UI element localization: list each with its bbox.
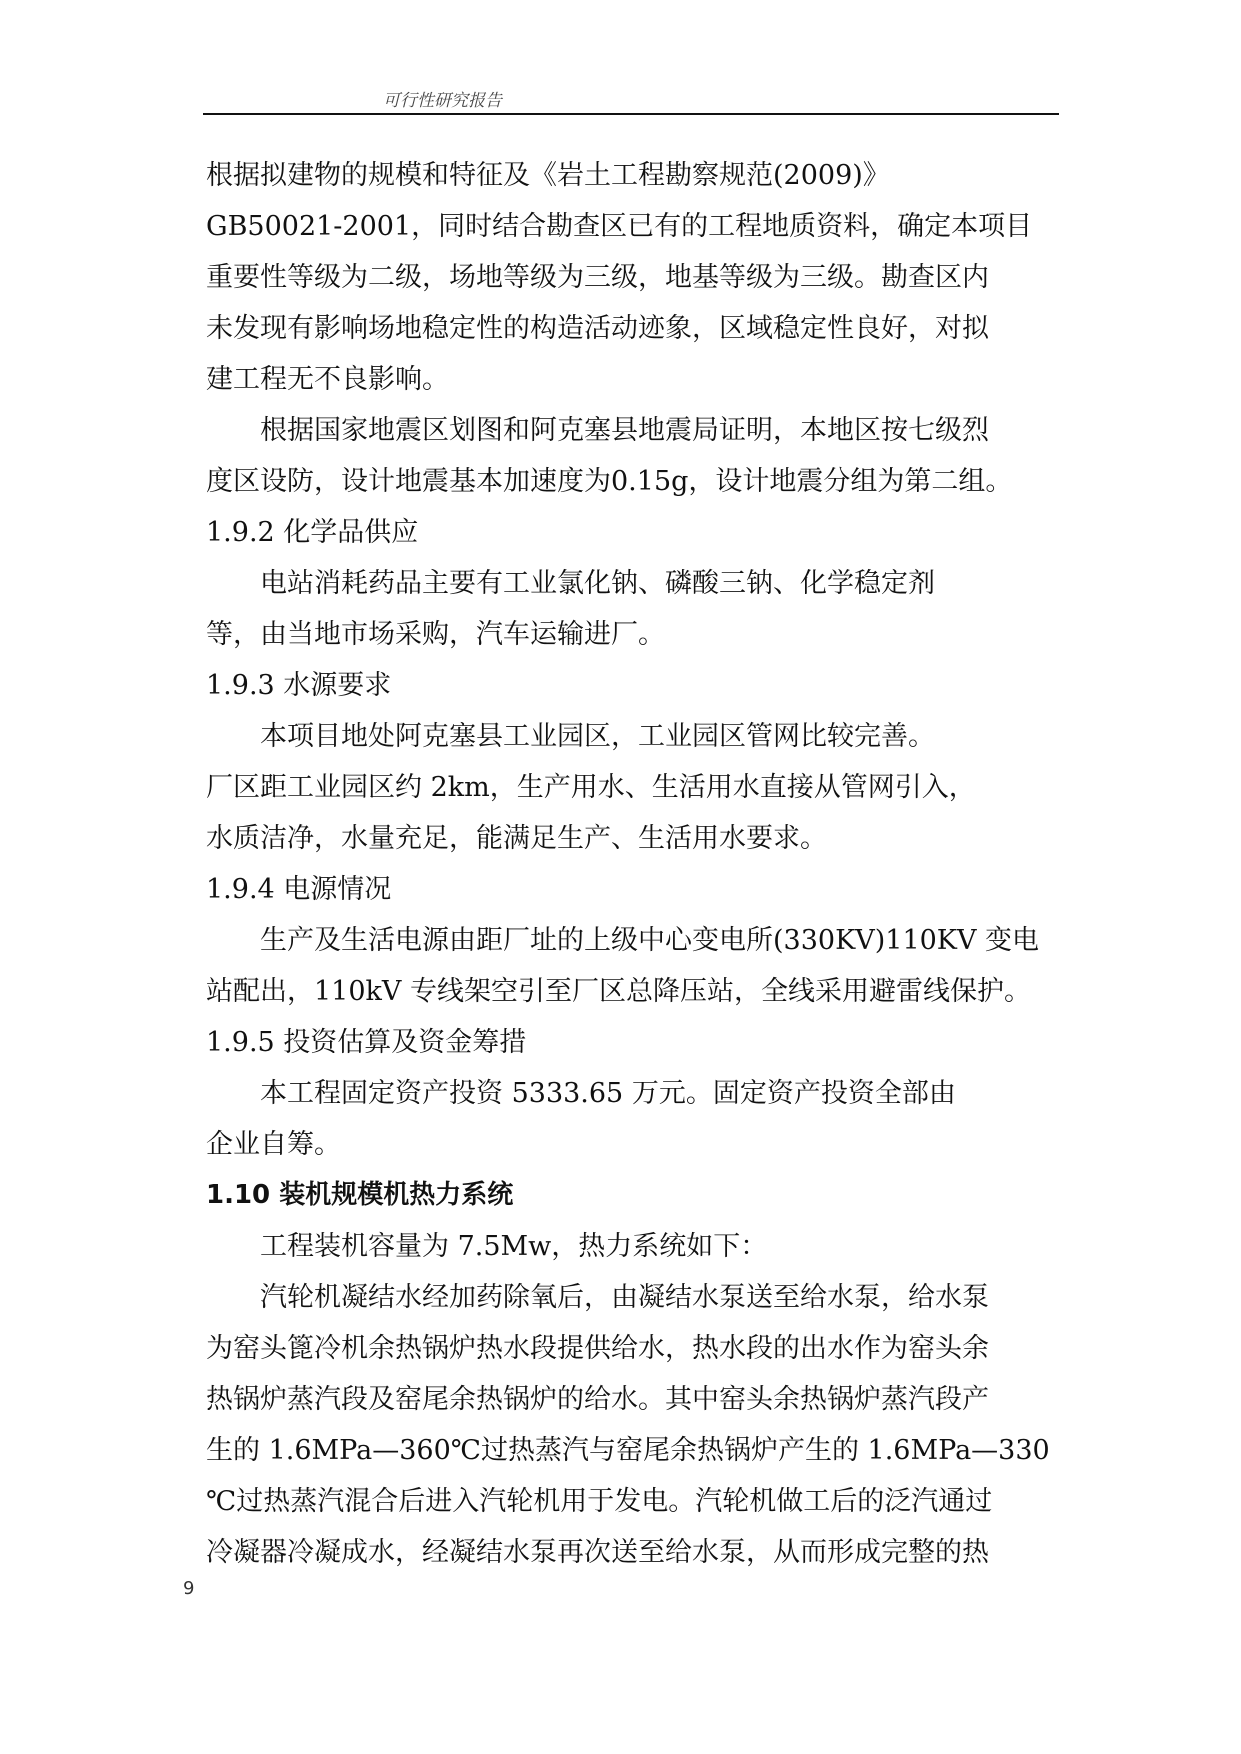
text-line: 水质洁净，水量充足，能满足生产、生活用水要求。: [206, 823, 827, 854]
text-line: 根据国家地震区划图和阿克塞县地震局证明，本地区按七级烈: [206, 415, 989, 446]
section-heading: 1.9.3 水源要求: [206, 670, 392, 701]
text-line: 电站消耗药品主要有工业氯化钠、磷酸三钠、化学稳定剂: [206, 568, 935, 599]
running-header: 可行性研究报告: [383, 91, 502, 111]
text-line: 工程装机容量为 7.5Mw，热力系统如下：: [206, 1231, 768, 1262]
text-line: 未发现有影响场地稳定性的构造活动迹象，区域稳定性良好，对拟: [206, 313, 989, 344]
text-line: GB50021-2001，同时结合勘查区已有的工程地质资料，确定本项目: [206, 211, 1033, 242]
text-line: 冷凝器冷凝成水，经凝结水泵再次送至给水泵，从而形成完整的热: [206, 1537, 989, 1568]
text-line: 重要性等级为二级，场地等级为三级，地基等级为三级。勘查区内: [206, 262, 989, 293]
text-line: 汽轮机凝结水经加药除氧后，由凝结水泵送至给水泵，给水泵: [206, 1282, 989, 1313]
text-line: 企业自筹。: [206, 1129, 341, 1160]
section-heading: 1.9.4 电源情况: [206, 874, 392, 905]
chapter-heading: 1.10 装机规模机热力系统: [206, 1180, 514, 1210]
text-line: 建工程无不良影响。: [206, 364, 449, 395]
text-line: 本工程固定资产投资 5333.65 万元。固定资产投资全部由: [206, 1078, 956, 1109]
text-line: 厂区距工业园区约 2km，生产用水、生活用水直接从管网引入，: [206, 772, 976, 803]
text-line: 为窑头篦冷机余热锅炉热水段提供给水，热水段的出水作为窑头余: [206, 1333, 989, 1364]
section-heading: 1.9.2 化学品供应: [206, 517, 419, 548]
text-line: 热锅炉蒸汽段及窑尾余热锅炉的给水。其中窑头余热锅炉蒸汽段产: [206, 1384, 989, 1415]
text-line: 生的 1.6MPa—360℃过热蒸汽与窑尾余热锅炉产生的 1.6MPa—330: [206, 1435, 1050, 1466]
text-line: 度区设防，设计地震基本加速度为0.15g，设计地震分组为第二组。: [206, 466, 1013, 497]
page-number: 9: [183, 1578, 195, 1599]
section-heading: 1.9.5 投资估算及资金筹措: [206, 1027, 527, 1058]
header-rule: [203, 113, 1059, 115]
text-line: 站配出，110kV 专线架空引至厂区总降压站，全线采用避雷线保护。: [206, 976, 1031, 1007]
text-line: 生产及生活电源由距厂址的上级中心变电所(330KV)110KV 变电: [206, 925, 1040, 956]
text-line: ℃过热蒸汽混合后进入汽轮机用于发电。汽轮机做工后的泛汽通过: [206, 1486, 993, 1517]
text-line: 本项目地处阿克塞县工业园区，工业园区管网比较完善。: [206, 721, 935, 752]
text-line: 等，由当地市场采购，汽车运输进厂。: [206, 619, 665, 650]
text-line: 根据拟建物的规模和特征及《岩土工程勘察规范(2009)》: [206, 160, 890, 191]
body-text: [206, 150, 1062, 1578]
